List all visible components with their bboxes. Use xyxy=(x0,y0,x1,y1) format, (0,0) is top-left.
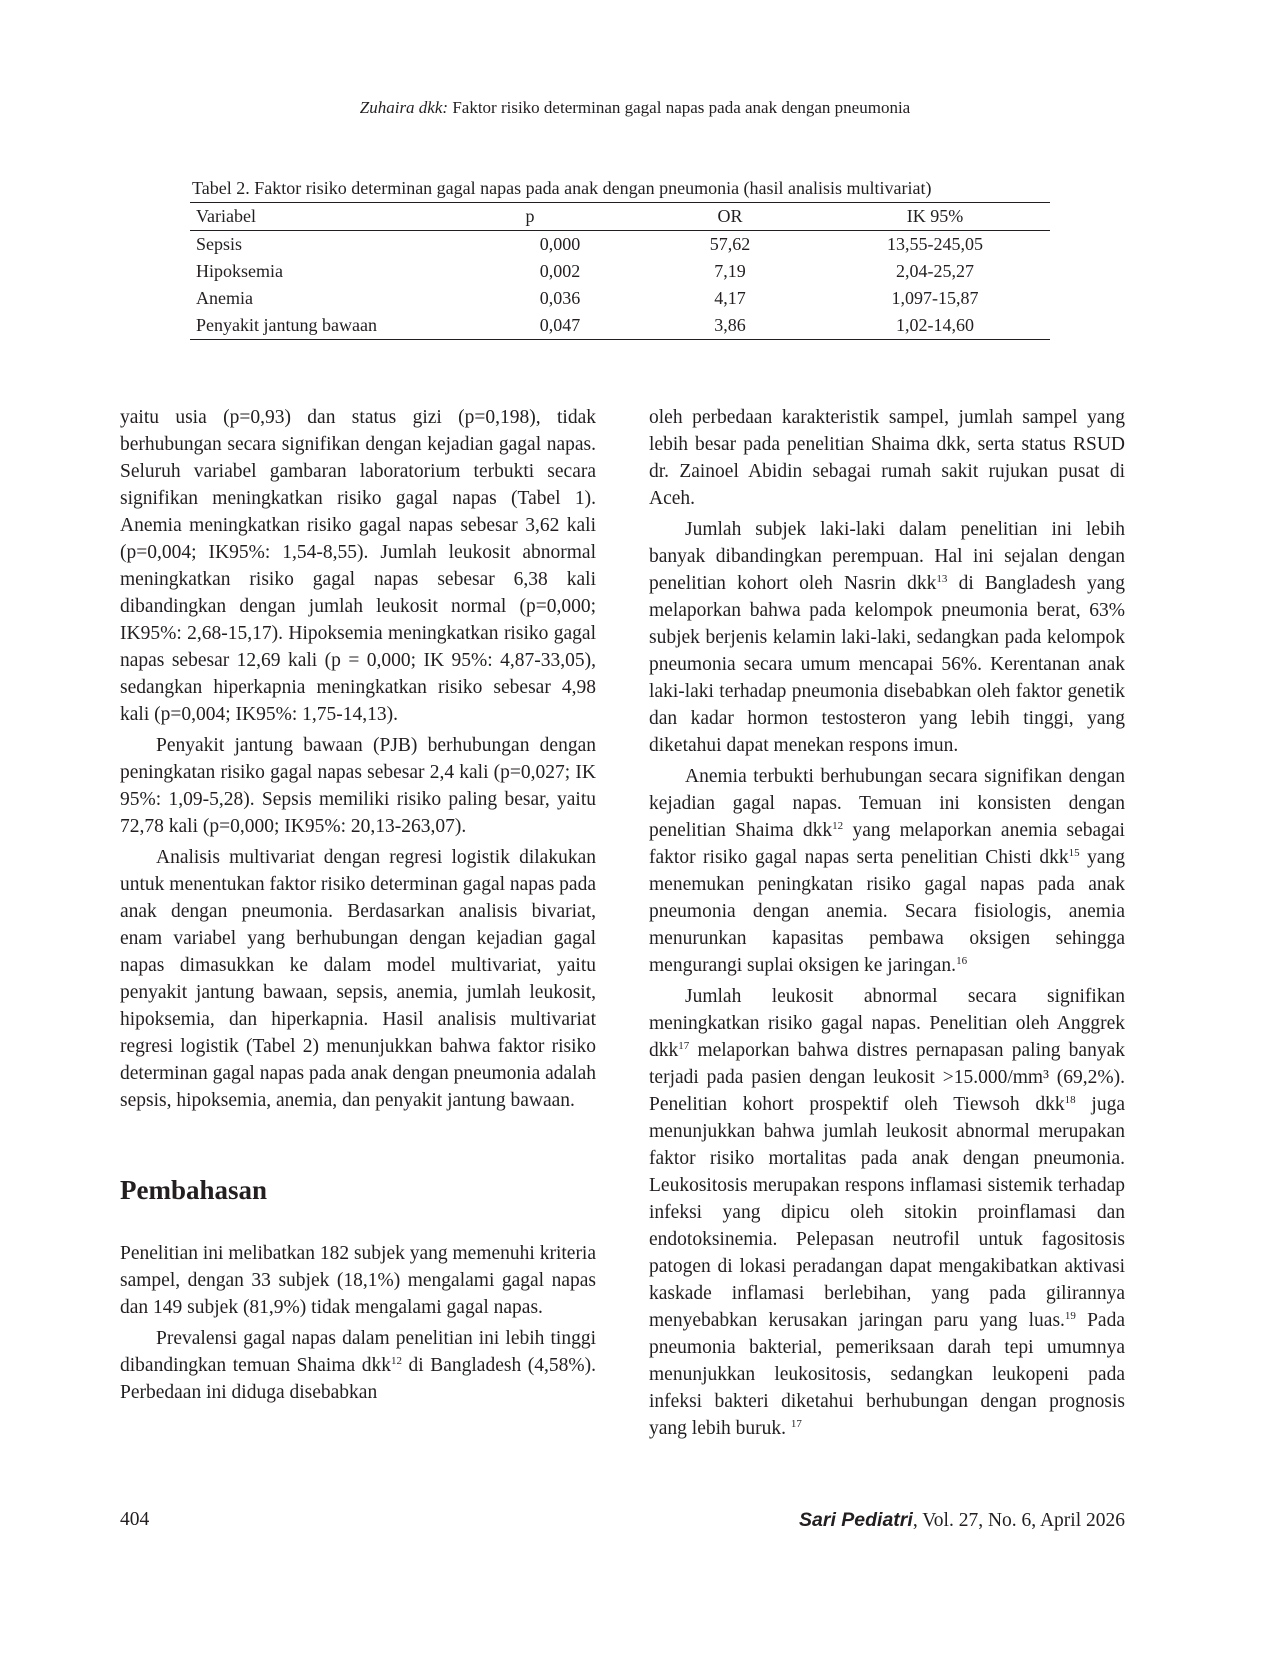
table-caption: Tabel 2. Faktor risiko determinan gagal napas pada anak dengan pneumonia (hasil analisis multivariat) xyxy=(192,178,932,198)
cell-ci: 1,02-14,60 xyxy=(896,315,974,335)
table-row xyxy=(190,258,1050,285)
cell-variable: Anemia xyxy=(196,288,253,308)
running-head-authors: Zuhaira dkk: xyxy=(359,98,449,117)
paragraph: Penyakit jantung bawaan (PJB) berhubungan dengan peningkatan risiko gagal napas sebesar 2,4 kali (p=0,027; IK 95%: 1,09-5,28). Sepsis memiliki risiko paling besar, yaitu 72,78 kali (p=0,000; IK95%: 20,13-263,07). xyxy=(120,735,596,837)
table-header-row xyxy=(190,203,1050,231)
cell-p: 0,000 xyxy=(539,234,581,254)
left-column xyxy=(120,404,596,1406)
cell-or: 57,62 xyxy=(709,234,751,254)
text-run: yang melaporkan anemia sebagai faktor risiko gagal napas serta penelitian Chisti dkk xyxy=(649,820,1125,868)
cell-ci: 13,55-245,05 xyxy=(887,234,983,254)
journal-citation xyxy=(799,1508,1125,1533)
right-column xyxy=(649,404,1125,1442)
text-run: di Bangladesh yang melaporkan bahwa pada kelompok pneumonia berat, 63% subjek berjenis kelamin laki-laki, sedangkan pada kelompok pneumonia secara umum mencapai 56%. Kerentanan anak laki-laki terhadap pneumonia disebabkan oleh faktor genetik dan kadar hormon testosteron yang lebih tinggi, yang diketahui dapat menekan respons imun. xyxy=(649,573,1125,756)
table-row xyxy=(190,285,1050,312)
paragraph: yaitu usia (p=0,93) dan status gizi (p=0,198), tidak berhubungan secara signifikan dengan kejadian gagal napas. Seluruh variabel gambaran laboratorium terbukti secara signifikan meningkatkan risiko gagal napas (Tabel 1). Anemia meningkatkan risiko gagal napas sebesar 3,62 kali (p=0,004; IK95%: 1,54-8,55). Jumlah leukosit abnormal meningkatkan risiko gagal napas sebesar 6,38 kali dibandingkan dengan jumlah leukosit normal (p=0,000; IK95%: 2,68-15,17). Hipoksemia meningkatkan risiko gagal napas sebesar 12,69 kali (p = 0,000; IK 95%: 4,87-33,05), sedangkan hiperkapnia meningkatkan risiko sebesar 4,98 kali (p=0,004; IK95%: 1,75-14,13). xyxy=(120,407,596,725)
header-ik95: IK 95% xyxy=(906,206,964,226)
journal-issue: , Vol. 27, No. 6, April 2026 xyxy=(912,1510,1125,1531)
header-or: OR xyxy=(717,206,743,226)
header-p: p xyxy=(525,206,535,226)
cell-or: 4,17 xyxy=(714,288,746,308)
paragraph xyxy=(120,1325,596,1406)
citation-ref: 17 xyxy=(790,1418,802,1430)
citation-ref: 12 xyxy=(390,1355,402,1367)
running-head-title: Faktor risiko determinan gagal napas pada anak dengan pneumonia xyxy=(452,98,911,117)
cell-variable: Sepsis xyxy=(196,234,243,254)
citation-ref: 12 xyxy=(832,820,844,832)
table-row xyxy=(190,231,1050,259)
cell-ci: 2,04-25,27 xyxy=(896,261,974,281)
paragraph: Analisis multivariat dengan regresi logistik dilakukan untuk menentukan faktor risiko determinan gagal napas pada anak dengan pneumonia. Berdasarkan analisis bivariat, enam variabel yang berhubungan dengan kejadian gagal napas dimasukkan ke dalam model multivariat, yaitu penyakit jantung bawaan, sepsis, anemia, jumlah leukosit, hipoksemia, dan hiperkapnia. Hasil analisis multivariat regresi logistik (Tabel 2) menunjukkan bahwa faktor risiko determinan gagal napas pada anak dengan pneumonia adalah sepsis, hipoksemia, anemia, dan penyakit jantung bawaan. xyxy=(120,847,596,1111)
text-run: yang menemukan peningkatan risiko gagal napas pada anak pneumonia dengan anemia. Secara fisiologis, anemia menurunkan kapasitas pembawa oksigen sehingga mengurangi suplai oksigen ke jaringan. xyxy=(649,847,1125,976)
citation-ref: 17 xyxy=(678,1040,690,1052)
citation-ref: 18 xyxy=(1064,1094,1076,1106)
cell-or: 3,86 xyxy=(714,315,746,335)
citation-ref: 16 xyxy=(956,955,968,967)
text-run: Anemia terbukti berhubungan secara signifikan dengan kejadian gagal napas. Temuan ini konsisten dengan penelitian Shaima dkk xyxy=(649,766,1125,841)
running-head xyxy=(0,97,1270,119)
page-number: 404 xyxy=(120,1509,150,1530)
paragraph xyxy=(649,983,1125,1442)
multivariate-table xyxy=(190,202,1050,340)
text-run: di Bangladesh (4,58%). Perbedaan ini diduga disebabkan xyxy=(120,1355,596,1403)
header-variabel: Variabel xyxy=(196,206,256,226)
paragraph: oleh perbedaan karakteristik sampel, jumlah sampel yang lebih besar pada penelitian Shaima dkk, serta status RSUD dr. Zainoel Abidin sebagai rumah sakit rujukan pusat di Aceh. xyxy=(649,407,1125,509)
text-run: Pada pneumonia bakterial, pemeriksaan darah tepi umumnya menunjukkan leukositosis, sedangkan leukopeni pada infeksi bakteri diketahui berhubungan dengan prognosis yang lebih buruk. xyxy=(649,1310,1125,1439)
citation-ref: 15 xyxy=(1068,847,1080,859)
text-run: Prevalensi gagal napas dalam penelitian ini lebih tinggi dibandingkan temuan Shaima dkk xyxy=(120,1328,596,1376)
cell-p: 0,047 xyxy=(539,315,581,335)
cell-ci: 1,097-15,87 xyxy=(891,288,979,308)
table-2 xyxy=(190,176,1050,340)
cell-variable: Penyakit jantung bawaan xyxy=(196,315,377,335)
section-heading-pembahasan: Pembahasan xyxy=(120,1175,268,1205)
cell-or: 7,19 xyxy=(714,261,746,281)
paragraph xyxy=(649,763,1125,979)
text-run: Jumlah subjek laki-laki dalam penelitian ini lebih banyak dibandingkan perempuan. Hal ini sejalan dengan penelitian kohort oleh Nasrin dkk xyxy=(649,519,1125,594)
text-run: Jumlah leukosit abnormal secara signifikan meningkatkan risiko gagal napas. Penelitian oleh Anggrek dkk xyxy=(649,986,1125,1061)
text-run: juga menunjukkan bahwa jumlah leukosit abnormal merupakan faktor risiko mortalitas pada anak dengan pneumonia. Leukositosis merupakan respons inflamasi sistemik terhadap infeksi yang dipicu oleh sitokin proinflamasi dan endotoksinemia. Pelepasan neutrofil untuk fagositosis patogen di lokasi peradangan dapat mengakibatkan aktivasi kaskade inflamasi berlebihan, yang pada gilirannya menyebabkan kerusakan jaringan paru yang luas. xyxy=(649,1094,1125,1331)
text-run: melaporkan bahwa distres pernapasan paling banyak terjadi pada pasien dengan leukosit >15.000/mm³ (69,2%). Penelitian kohort prospektif oleh Tiewsoh dkk xyxy=(649,1040,1125,1115)
citation-ref: 19 xyxy=(1064,1310,1076,1322)
citation-ref: 13 xyxy=(936,573,948,585)
journal-name: Sari Pediatri xyxy=(799,1509,913,1531)
paragraph xyxy=(649,516,1125,759)
cell-variable: Hipoksemia xyxy=(196,261,283,281)
paragraph: Penelitian ini melibatkan 182 subjek yang memenuhi kriteria sampel, dengan 33 subjek (18,1%) mengalami gagal napas dan 149 subjek (81,9%) tidak mengalami gagal napas. xyxy=(120,1243,597,1318)
cell-p: 0,002 xyxy=(539,261,581,281)
cell-p: 0,036 xyxy=(539,288,581,308)
table-row xyxy=(190,312,1050,340)
